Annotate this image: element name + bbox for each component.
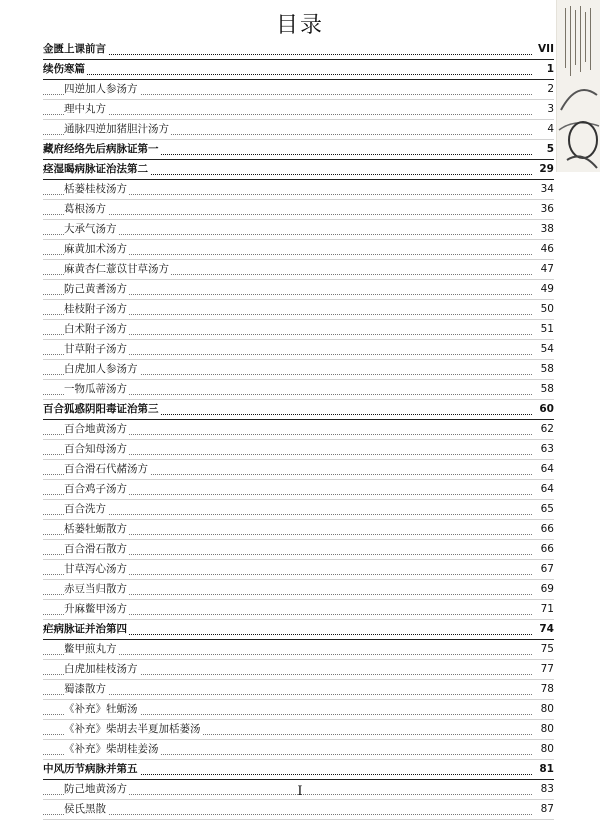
toc-entry-label: 百合滑石散方 — [64, 543, 127, 555]
toc-sub-entry[interactable] — [43, 120, 554, 140]
toc-entry-page: 34 — [538, 180, 554, 199]
toc-entry-page: 63 — [538, 440, 554, 459]
toc-entry-page: 47 — [538, 260, 554, 279]
toc-entry-label: 桂枝附子汤方 — [64, 303, 127, 315]
toc-entry-label: 栝蒌桂枝汤方 — [64, 183, 127, 195]
toc-entry-label: 百合地黄汤方 — [64, 423, 127, 435]
toc-sub-entry[interactable] — [43, 640, 554, 660]
toc-entry-label: 金匮上课前言 — [43, 43, 106, 55]
toc-entry-label: 疟病脉证并治第四 — [43, 623, 127, 635]
toc-entry-page: 58 — [538, 360, 554, 379]
toc-entry-label: 甘草附子汤方 — [64, 343, 127, 355]
toc-entry-label: 理中丸方 — [64, 103, 106, 115]
toc-entry-page: 67 — [538, 560, 554, 579]
toc-entry-page: 3 — [544, 100, 554, 119]
toc-entry-page: 69 — [538, 580, 554, 599]
toc-entry-page: 46 — [538, 240, 554, 259]
toc-entry-label: 百合洗方 — [64, 503, 106, 515]
toc-sub-entry[interactable] — [43, 720, 554, 740]
toc-sub-entry[interactable] — [43, 240, 554, 260]
toc-entry-page: 36 — [538, 200, 554, 219]
dot-leader — [43, 214, 532, 215]
toc-entry-page: 49 — [538, 280, 554, 299]
toc-sub-entry[interactable] — [43, 580, 554, 600]
toc-sub-entry[interactable] — [43, 660, 554, 680]
toc-chapter-entry[interactable] — [43, 40, 554, 60]
toc-entry-page: 50 — [538, 300, 554, 319]
toc-sub-entry[interactable] — [43, 360, 554, 380]
toc-entry-label: 麻黄杏仁薏苡甘草汤方 — [64, 263, 169, 275]
toc-sub-entry[interactable] — [43, 740, 554, 760]
toc-sub-entry[interactable] — [43, 680, 554, 700]
toc-entry-label: 大承气汤方 — [64, 223, 117, 235]
toc-entry-page: 2 — [544, 80, 554, 99]
toc-entry-label: 栝蒌牡蛎散方 — [64, 523, 127, 535]
toc-entry-label: 《补充》柴胡去半夏加栝蒌汤 — [64, 723, 201, 735]
toc-entry-page: 71 — [538, 600, 554, 619]
dot-leader — [43, 54, 532, 55]
toc-entry-label: 防己黄耆汤方 — [64, 283, 127, 295]
toc-entry-page: 64 — [538, 480, 554, 499]
toc-sub-entry[interactable] — [43, 800, 554, 820]
toc-sub-entry[interactable] — [43, 180, 554, 200]
toc-entry-page: 74 — [536, 620, 554, 639]
toc-entry-label: 葛根汤方 — [64, 203, 106, 215]
toc-entry-label: 通脉四逆加猪胆汁汤方 — [64, 123, 169, 135]
toc-sub-entry[interactable] — [43, 100, 554, 120]
page-number: I — [297, 784, 303, 799]
toc-entry-page: 75 — [538, 640, 554, 659]
toc-sub-entry[interactable] — [43, 500, 554, 520]
toc-sub-entry[interactable] — [43, 320, 554, 340]
toc-entry-label: 侯氏黑散 — [64, 803, 106, 815]
toc-entry-label: 《补充》柴胡桂姜汤 — [64, 743, 159, 755]
toc-entry-page: 1 — [544, 60, 554, 79]
toc-entry-page: 81 — [536, 760, 554, 779]
page-title: 目录 — [275, 13, 324, 38]
toc-sub-entry[interactable] — [43, 200, 554, 220]
dot-leader — [43, 814, 532, 815]
toc-entry-label: 《补充》牡蛎汤 — [64, 703, 138, 715]
dot-leader — [43, 514, 532, 515]
toc-entry-page: 80 — [538, 720, 554, 739]
toc-sub-entry[interactable] — [43, 460, 554, 480]
toc-sub-entry[interactable] — [43, 340, 554, 360]
toc-chapter-entry[interactable] — [43, 140, 554, 160]
toc-entry-label: 白虎加人参汤方 — [64, 363, 138, 375]
dot-leader — [43, 74, 532, 75]
toc-entry-page: 5 — [544, 140, 554, 159]
toc-entry-label: 百合鸡子汤方 — [64, 483, 127, 495]
dot-leader — [43, 694, 532, 695]
toc-entry-page: VII — [535, 40, 554, 59]
toc-entry-label: 四逆加人参汤方 — [64, 83, 138, 95]
toc-chapter-entry[interactable] — [43, 400, 554, 420]
toc-entry-page: 62 — [538, 420, 554, 439]
toc-entry-label: 续伤寒篇 — [43, 63, 85, 75]
toc-entry-page: 54 — [538, 340, 554, 359]
toc-entry-page: 77 — [538, 660, 554, 679]
toc-sub-entry[interactable] — [43, 80, 554, 100]
toc-sub-entry[interactable] — [43, 420, 554, 440]
toc-entry-page: 58 — [538, 380, 554, 399]
toc-entry-page: 38 — [538, 220, 554, 239]
toc-entry-label: 百合滑石代赭汤方 — [64, 463, 148, 475]
toc-entry-page: 80 — [538, 700, 554, 719]
toc-entry-page: 51 — [538, 320, 554, 339]
toc-entry-label: 蜀漆散方 — [64, 683, 106, 695]
toc-entry-page: 65 — [538, 500, 554, 519]
toc-entry-page: 66 — [538, 520, 554, 539]
toc-sub-entry[interactable] — [43, 440, 554, 460]
toc-entry-label: 一物瓜蒂汤方 — [64, 383, 127, 395]
toc-chapter-entry[interactable] — [43, 160, 554, 180]
toc-sub-entry[interactable] — [43, 520, 554, 540]
toc-entry-page: 64 — [538, 460, 554, 479]
toc-entry-label: 百合知母汤方 — [64, 443, 127, 455]
toc-entry-label: 升麻鳖甲汤方 — [64, 603, 127, 615]
toc-sub-entry[interactable] — [43, 280, 554, 300]
toc-sub-entry[interactable] — [43, 380, 554, 400]
toc-entry-label: 甘草泻心汤方 — [64, 563, 127, 575]
toc-sub-entry[interactable] — [43, 480, 554, 500]
toc-chapter-entry[interactable] — [43, 760, 554, 780]
toc-entry-page: 78 — [538, 680, 554, 699]
toc-entry-label: 防己地黄汤方 — [64, 783, 127, 795]
toc-entry-page: 83 — [538, 780, 554, 799]
toc-entry-page: 29 — [536, 160, 554, 179]
toc-sub-entry[interactable] — [43, 560, 554, 580]
toc-sub-entry[interactable] — [43, 220, 554, 240]
toc-entry-label: 赤豆当归散方 — [64, 583, 127, 595]
toc-entry-page: 80 — [538, 740, 554, 759]
table-of-contents — [43, 40, 554, 820]
toc-entry-label: 中风历节病脉并第五 — [43, 763, 138, 775]
toc-sub-entry[interactable] — [43, 700, 554, 720]
toc-entry-label: 痉湿暍病脉证治法第二 — [43, 163, 148, 175]
toc-sub-entry[interactable] — [43, 260, 554, 280]
toc-entry-label: 白术附子汤方 — [64, 323, 127, 335]
toc-chapter-entry[interactable] — [43, 620, 554, 640]
toc-sub-entry[interactable] — [43, 300, 554, 320]
toc-entry-page: 87 — [538, 800, 554, 819]
toc-sub-entry[interactable] — [43, 600, 554, 620]
toc-entry-label: 白虎加桂枝汤方 — [64, 663, 138, 675]
toc-entry-page: 60 — [536, 400, 554, 419]
toc-sub-entry[interactable] — [43, 540, 554, 560]
toc-entry-label: 鳖甲煎丸方 — [64, 643, 117, 655]
toc-entry-label: 百合狐惑阴阳毒证治第三 — [43, 403, 159, 415]
toc-entry-label: 藏府经络先后病脉证第一 — [43, 143, 159, 155]
toc-entry-label: 麻黄加术汤方 — [64, 243, 127, 255]
toc-entry-page: 66 — [538, 540, 554, 559]
toc-entry-page: 4 — [544, 120, 554, 139]
toc-chapter-entry[interactable] — [43, 60, 554, 80]
dot-leader — [43, 114, 532, 115]
decorative-painting — [556, 0, 600, 172]
